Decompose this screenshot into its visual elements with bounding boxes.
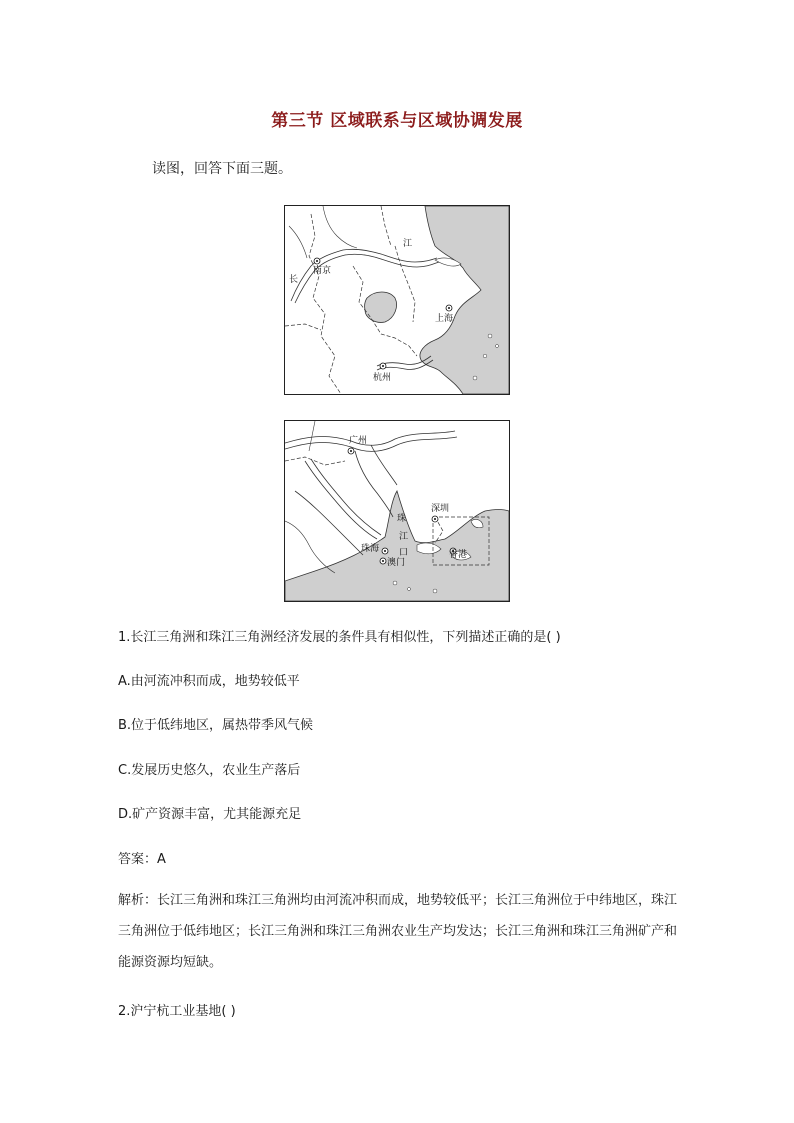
- map2-label-jiang: 江: [399, 532, 409, 542]
- question-2-stem: 2.沪宁杭工业基地( ): [118, 1004, 236, 1019]
- q1-option-b: B.位于低纬地区，属热带季风气候: [118, 718, 314, 733]
- intro-text: 读图，回答下面三题。: [152, 161, 292, 177]
- q1-analysis: 解析：长江三角洲和珠江三角洲均由河流冲积而成，地势较低平；长江三角洲位于中纬地区，珠江三角洲位于低纬地区；长江三角洲和珠江三角洲农业生产均发达；长江三角洲和珠江三角洲矿产和能源资源均短缺。: [118, 893, 678, 970]
- map2-label-guangzhou: 广州: [349, 436, 368, 446]
- map1-label-hangzhou: 杭州: [373, 373, 392, 383]
- q1-option-c: C.发展历史悠久，农业生产落后: [118, 763, 301, 778]
- shenzhen-marker: [432, 516, 438, 522]
- q1-option-a: A.由河流冲积而成，地势较低平: [118, 674, 300, 689]
- map2-label-shenzhen: 深圳: [431, 504, 450, 514]
- map1-label-chang: 长: [289, 275, 299, 285]
- page-title: 第三节 区域联系与区域协调发展: [271, 111, 523, 131]
- hangzhou-marker: [380, 363, 386, 369]
- map2-label-zhuhai: 珠海: [361, 544, 380, 554]
- map1-label-jiang: 江: [403, 239, 413, 249]
- map2-label-aomen: 澳门: [387, 558, 406, 568]
- guangzhou-marker: [348, 448, 354, 454]
- shanghai-marker: [446, 305, 452, 311]
- zhuhai-marker: [382, 548, 388, 554]
- aomen-marker: [380, 558, 386, 564]
- yangtze-delta-map: [284, 205, 510, 395]
- q1-answer: 答案：A: [118, 852, 166, 867]
- question-1-stem: 1.长江三角洲和珠江三角洲经济发展的条件具有相似性，下列描述正确的是( ): [118, 630, 561, 645]
- nanjing-marker: [314, 258, 320, 264]
- map1-label-nanjing: 南京: [313, 266, 332, 276]
- map2-label-zhu: 珠: [397, 514, 407, 524]
- q1-option-d: D.矿产资源丰富，尤其能源充足: [118, 807, 302, 822]
- pearl-delta-map: [284, 420, 510, 602]
- map1-label-shanghai: 上海: [435, 314, 454, 324]
- map2-label-kou: 口: [399, 548, 409, 558]
- map2-label-xianggang: 香港: [449, 550, 468, 560]
